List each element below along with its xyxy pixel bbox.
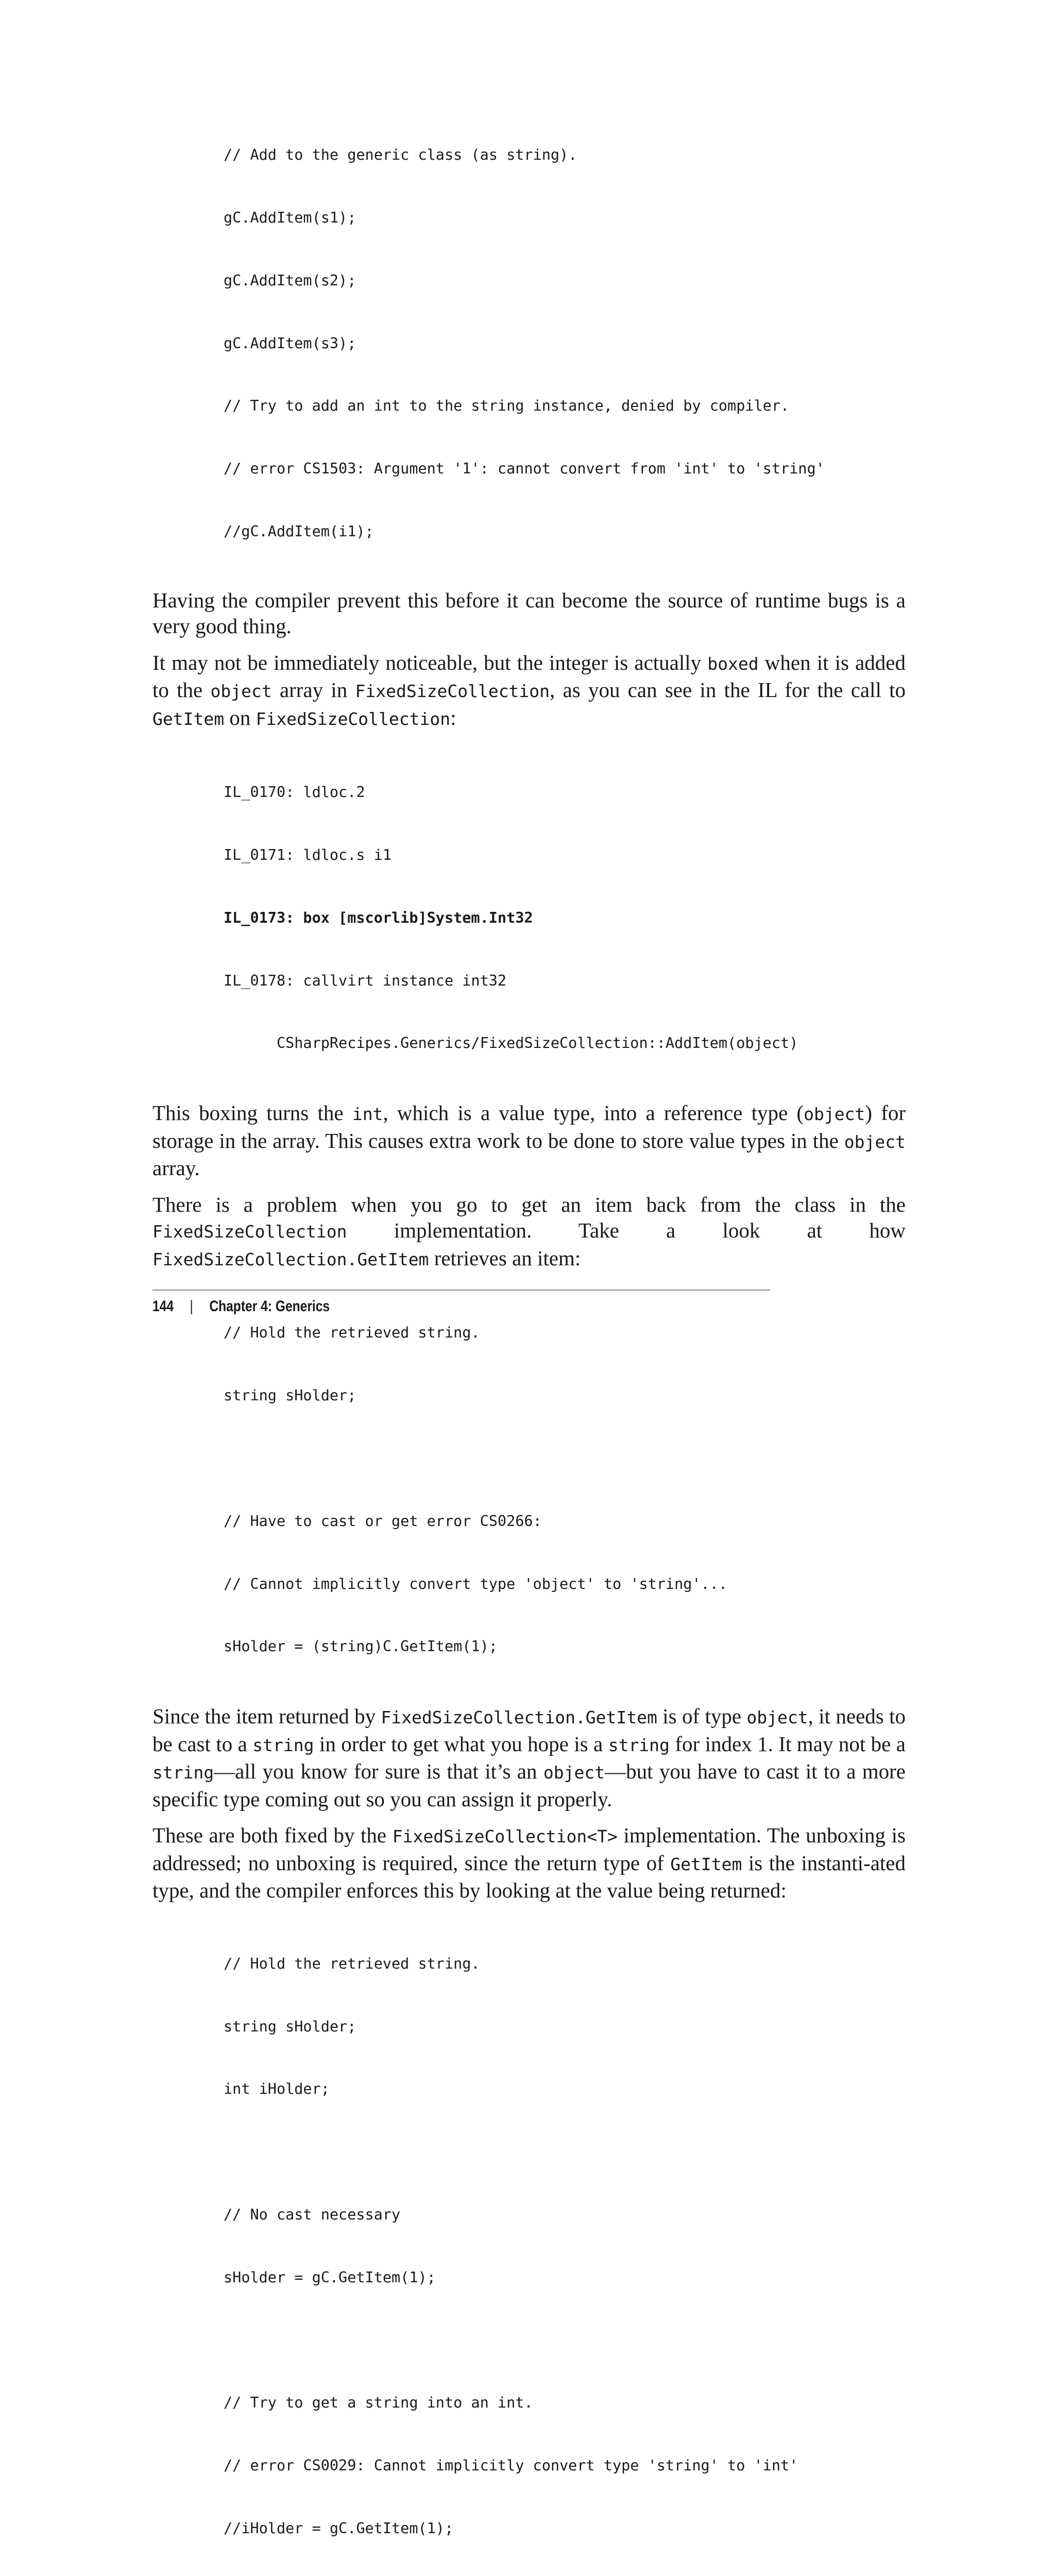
code-line: // Hold the retrieved string.: [224, 1324, 480, 1342]
code-line: [224, 2142, 906, 2163]
code-line: [224, 2330, 906, 2351]
code-line: // No cast necessary: [224, 2206, 401, 2223]
code-line: CSharpRecipes.Generics/FixedSizeCollection::AddItem(object): [224, 1035, 798, 1052]
paragraph-get-item-problem: There is a problem when you go to get an item back from the class in the FixedSizeCollection implementation. Take a look at how FixedSizeCollection.GetItem retrieves an item:: [152, 1192, 906, 1270]
code-line: // Have to cast or get error CS0266:: [224, 1512, 542, 1530]
code-block-add-items: [224, 103, 906, 584]
code-line: [224, 1448, 906, 1469]
chapter-title: Chapter 4: Generics: [209, 1298, 330, 1315]
paragraph-cast-explained: Since the item returned by FixedSizeCollection.GetItem is of type object, it needs to be cast to a string in order to get what you hope is a string for index 1. It may not be a string—all you know for sure is that it’s an object—but you have to cast it to a more specific type coming out so you can assign it properly.: [152, 1704, 906, 1811]
code-line: // error CS0029: Cannot implicitly convert type 'string' to 'int': [224, 2457, 798, 2475]
code-line: IL_0171: ldloc.s i1: [224, 846, 392, 864]
code-line: // error CS1503: Argument '1': cannot convert from 'int' to 'string': [224, 460, 825, 478]
code-line-highlighted: IL_0173: box [mscorlib]System.Int32: [224, 909, 533, 926]
page-footer: [152, 1290, 770, 1315]
code-line: gC.AddItem(s1);: [224, 209, 356, 226]
page-content: [152, 103, 906, 2576]
code-line: IL_0178: callvirt instance int32: [224, 972, 507, 989]
code-line: // Add to the generic class (as string).: [224, 146, 577, 164]
code-block-no-cast: [224, 1912, 906, 2576]
footer-separator: |: [190, 1298, 193, 1315]
code-line: string sHolder;: [224, 1387, 356, 1404]
code-line: IL_0170: ldloc.2: [224, 784, 365, 801]
paragraph-boxing-explained: This boxing turns the int, which is a value type, into a reference type (object) for storage in the array. This causes extra work to be done to store value types in the object array.: [152, 1101, 906, 1180]
code-line: //iHolder = gC.GetItem(1);: [224, 2519, 454, 2537]
code-line: gC.AddItem(s2);: [224, 272, 356, 289]
code-line: int iHolder;: [224, 2080, 330, 2098]
code-line: sHolder = gC.GetItem(1);: [224, 2268, 436, 2286]
code-line: // Cannot implicitly convert type 'object' to 'string'...: [224, 1575, 728, 1592]
code-line: gC.AddItem(s3);: [224, 334, 356, 352]
code-block-il: [224, 740, 906, 1096]
code-line: // Try to add an int to the string instance, denied by compiler.: [224, 397, 790, 415]
code-line: //gC.AddItem(i1);: [224, 522, 374, 540]
code-block-cast: [224, 1281, 906, 1699]
code-line: // Try to get a string into an int.: [224, 2394, 533, 2412]
paragraph-compiler-prevent: Having the compiler prevent this before it can become the source of runtime bugs is a very good thing.: [152, 588, 906, 638]
page-number: 144: [152, 1298, 174, 1315]
paragraph-generic-fix: These are both fixed by the FixedSizeCollection<T> implementation. The unboxing is addressed; no unboxing is required, since the return type of GetItem is the instanti-ated type, and the compiler enforces this by looking at the value being returned:: [152, 1823, 906, 1903]
code-line: // Hold the retrieved string.: [224, 1955, 480, 1972]
code-line: sHolder = (string)C.GetItem(1);: [224, 1638, 498, 1655]
paragraph-boxing-intro: It may not be immediately noticeable, but the integer is actually boxed when it is added to the object array in FixedSizeCollection, as you can see in the IL for the call to GetItem on FixedSizeCollection:: [152, 650, 906, 730]
code-line: string sHolder;: [224, 2018, 356, 2035]
